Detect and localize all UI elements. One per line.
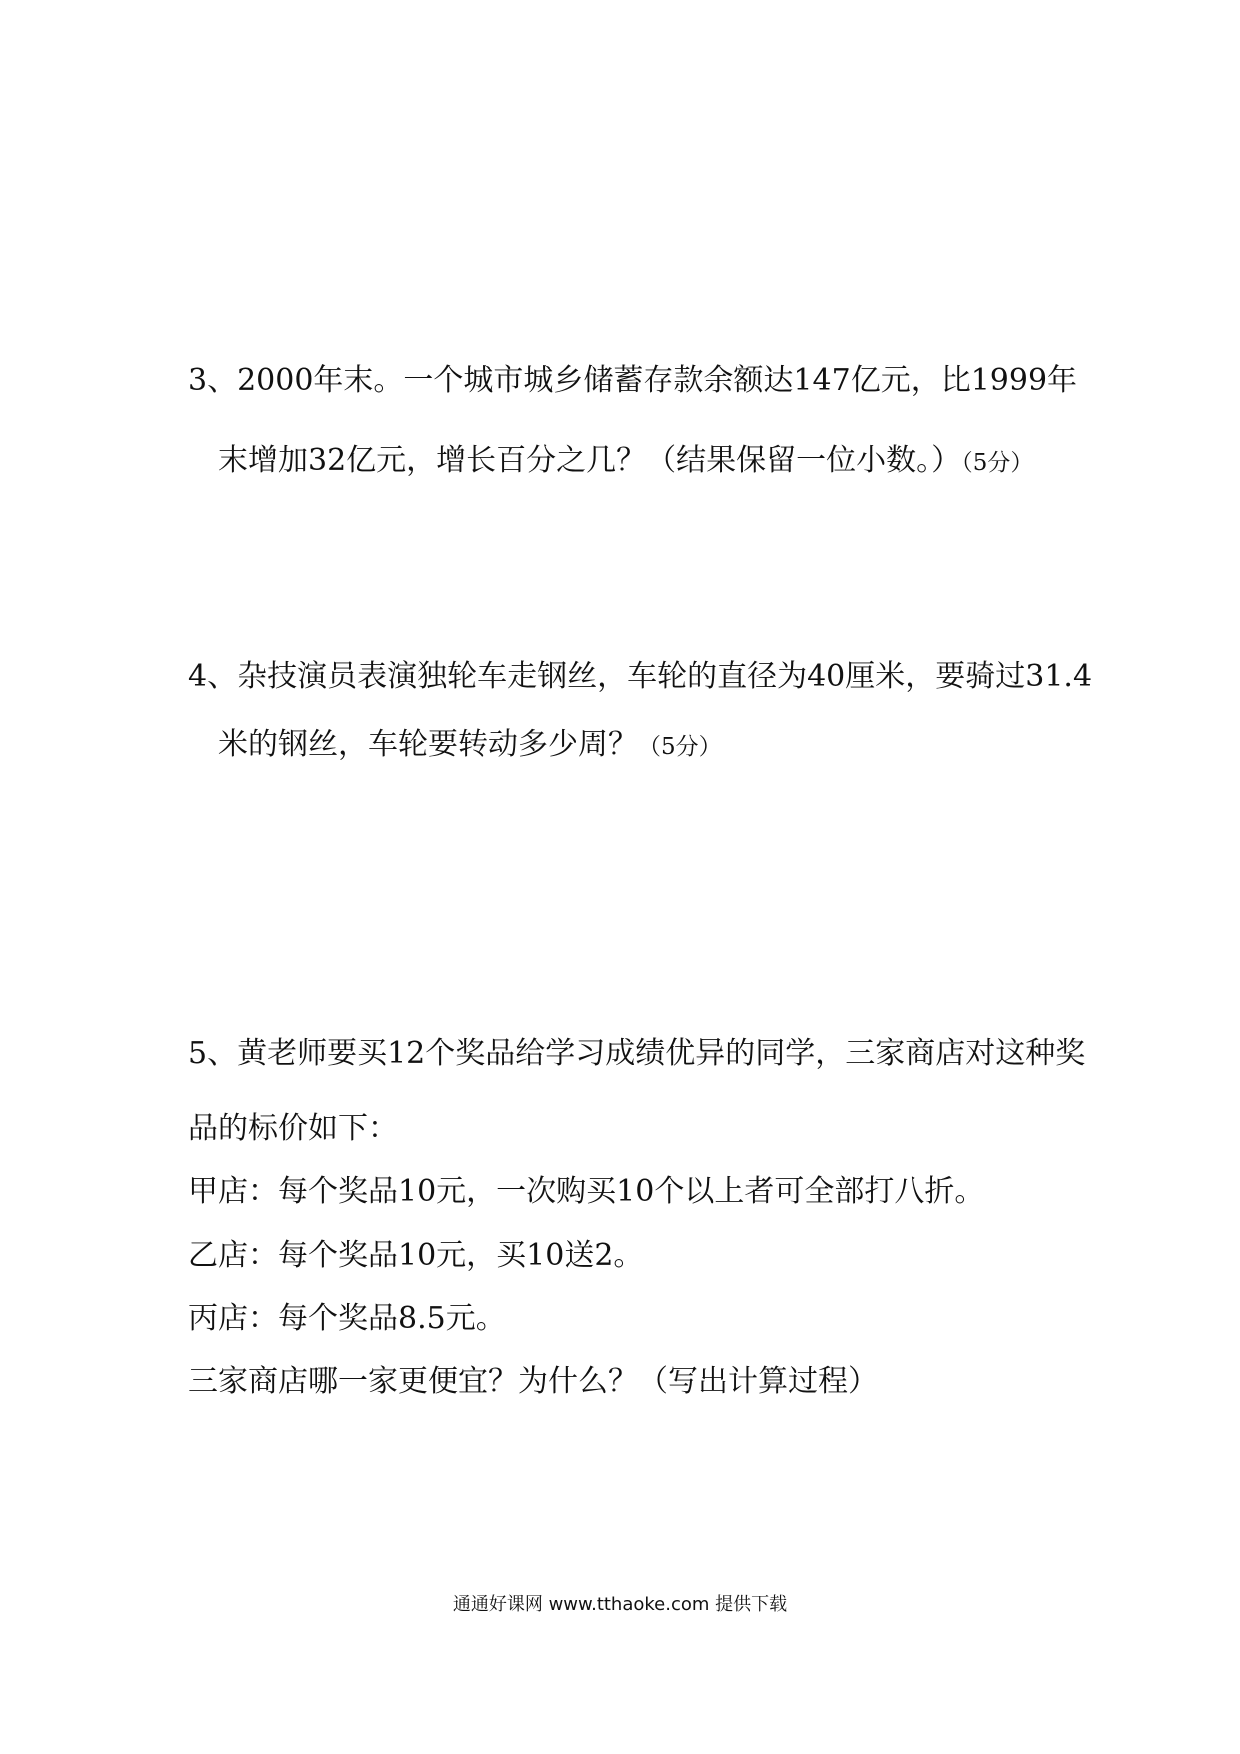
shop-yi-line: 乙店：每个奖品10元，买10送2。	[188, 1238, 644, 1273]
question-3-line-2-text: 末增加32亿元，增长百分之几？（结果保留一位小数。）	[218, 443, 962, 478]
question-4-line-1: 4、杂技演员表演独轮车走钢丝，车轮的直径为40厘米，要骑过31.4	[188, 659, 1093, 694]
question-3-line-2	[218, 441, 1033, 483]
question-4-line-2	[218, 725, 722, 767]
question-3-line-1: 3、2000年末。一个城市城乡储蓄存款余额达147亿元，比1999年	[188, 363, 1078, 398]
shop-bing-line: 丙店：每个奖品8.5元。	[188, 1301, 506, 1336]
page-footer: 通通好课网 www.tthaoke.com 提供下载	[452, 1594, 788, 1615]
question-5-line-2: 品的标价如下：	[188, 1111, 398, 1146]
shop-jia-line: 甲店：每个奖品10元，一次购买10个以上者可全部打八折。	[188, 1174, 985, 1209]
question-3-score: （5分）	[961, 450, 1034, 476]
question-5-question: 三家商店哪一家更便宜？为什么？（写出计算过程）	[188, 1364, 878, 1399]
question-4-score: （5分）	[638, 734, 722, 760]
question-4-line-2-text: 米的钢丝，车轮要转动多少周？	[218, 727, 638, 762]
question-5-line-1: 5、黄老师要买12个奖品给学习成绩优异的同学，三家商店对这种奖	[188, 1036, 1086, 1071]
